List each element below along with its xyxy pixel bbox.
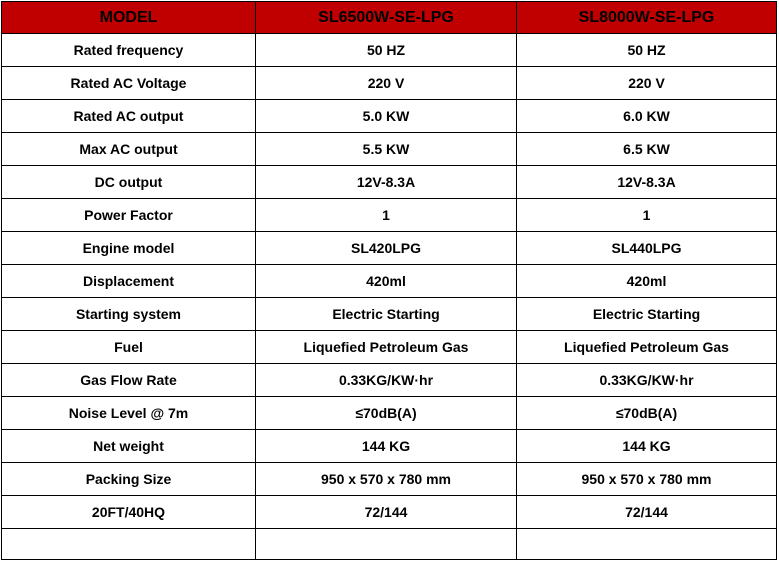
row-label: DC output	[2, 166, 256, 199]
row-value-b: 144 KG	[517, 430, 777, 463]
table-row	[2, 100, 777, 133]
row-value-a: 5.0 KW	[256, 100, 517, 133]
table-row	[2, 463, 777, 496]
header-label: MODEL	[2, 2, 256, 34]
spec-rows	[2, 34, 777, 560]
row-value-b: 0.33KG/KW·hr	[517, 364, 777, 397]
table-row	[2, 34, 777, 67]
row-value-b: ≤70dB(A)	[517, 397, 777, 430]
row-label: Noise Level @ 7m	[2, 397, 256, 430]
table-row	[2, 232, 777, 265]
row-label: Gas Flow Rate	[2, 364, 256, 397]
table-row	[2, 364, 777, 397]
table-row	[2, 199, 777, 232]
spec-table	[1, 1, 777, 560]
row-value-b: 6.0 KW	[517, 100, 777, 133]
row-value-a: 420ml	[256, 265, 517, 298]
table-row	[2, 265, 777, 298]
row-value-a: 72/144	[256, 496, 517, 529]
row-label: 20FT/40HQ	[2, 496, 256, 529]
table-row	[2, 397, 777, 430]
row-value-a: 5.5 KW	[256, 133, 517, 166]
row-value-a: 1	[256, 199, 517, 232]
row-value-b: 420ml	[517, 265, 777, 298]
row-value-a: 0.33KG/KW·hr	[256, 364, 517, 397]
empty-cell	[256, 529, 517, 560]
row-value-a: ≤70dB(A)	[256, 397, 517, 430]
row-label: Starting system	[2, 298, 256, 331]
row-label: Engine model	[2, 232, 256, 265]
table-row	[2, 298, 777, 331]
row-label: Packing Size	[2, 463, 256, 496]
row-value-b: 50 HZ	[517, 34, 777, 67]
row-value-a: Electric Starting	[256, 298, 517, 331]
row-value-a: SL420LPG	[256, 232, 517, 265]
table-row	[2, 166, 777, 199]
row-label: Rated AC Voltage	[2, 67, 256, 100]
row-value-b: 72/144	[517, 496, 777, 529]
table-row	[2, 67, 777, 100]
row-value-a: 50 HZ	[256, 34, 517, 67]
row-label: Rated frequency	[2, 34, 256, 67]
header-model-a: SL6500W-SE-LPG	[256, 2, 517, 34]
empty-cell	[517, 529, 777, 560]
empty-cell	[2, 529, 256, 560]
row-value-b: 220 V	[517, 67, 777, 100]
row-value-b: 6.5 KW	[517, 133, 777, 166]
row-label: Max AC output	[2, 133, 256, 166]
row-value-b: Electric Starting	[517, 298, 777, 331]
empty-row	[2, 529, 777, 560]
row-value-b: 950 x 570 x 780 mm	[517, 463, 777, 496]
row-label: Rated AC output	[2, 100, 256, 133]
row-label: Power Factor	[2, 199, 256, 232]
row-value-a: 12V-8.3A	[256, 166, 517, 199]
row-value-a: Liquefied Petroleum Gas	[256, 331, 517, 364]
header-row	[2, 2, 777, 34]
row-value-a: 144 KG	[256, 430, 517, 463]
table-row	[2, 133, 777, 166]
row-value-b: Liquefied Petroleum Gas	[517, 331, 777, 364]
row-value-a: 950 x 570 x 780 mm	[256, 463, 517, 496]
header-model-b: SL8000W-SE-LPG	[517, 2, 777, 34]
table-row	[2, 430, 777, 463]
row-value-b: SL440LPG	[517, 232, 777, 265]
row-label: Displacement	[2, 265, 256, 298]
table-row	[2, 496, 777, 529]
row-value-a: 220 V	[256, 67, 517, 100]
row-value-b: 1	[517, 199, 777, 232]
table-row	[2, 331, 777, 364]
row-label: Net weight	[2, 430, 256, 463]
row-label: Fuel	[2, 331, 256, 364]
row-value-b: 12V-8.3A	[517, 166, 777, 199]
